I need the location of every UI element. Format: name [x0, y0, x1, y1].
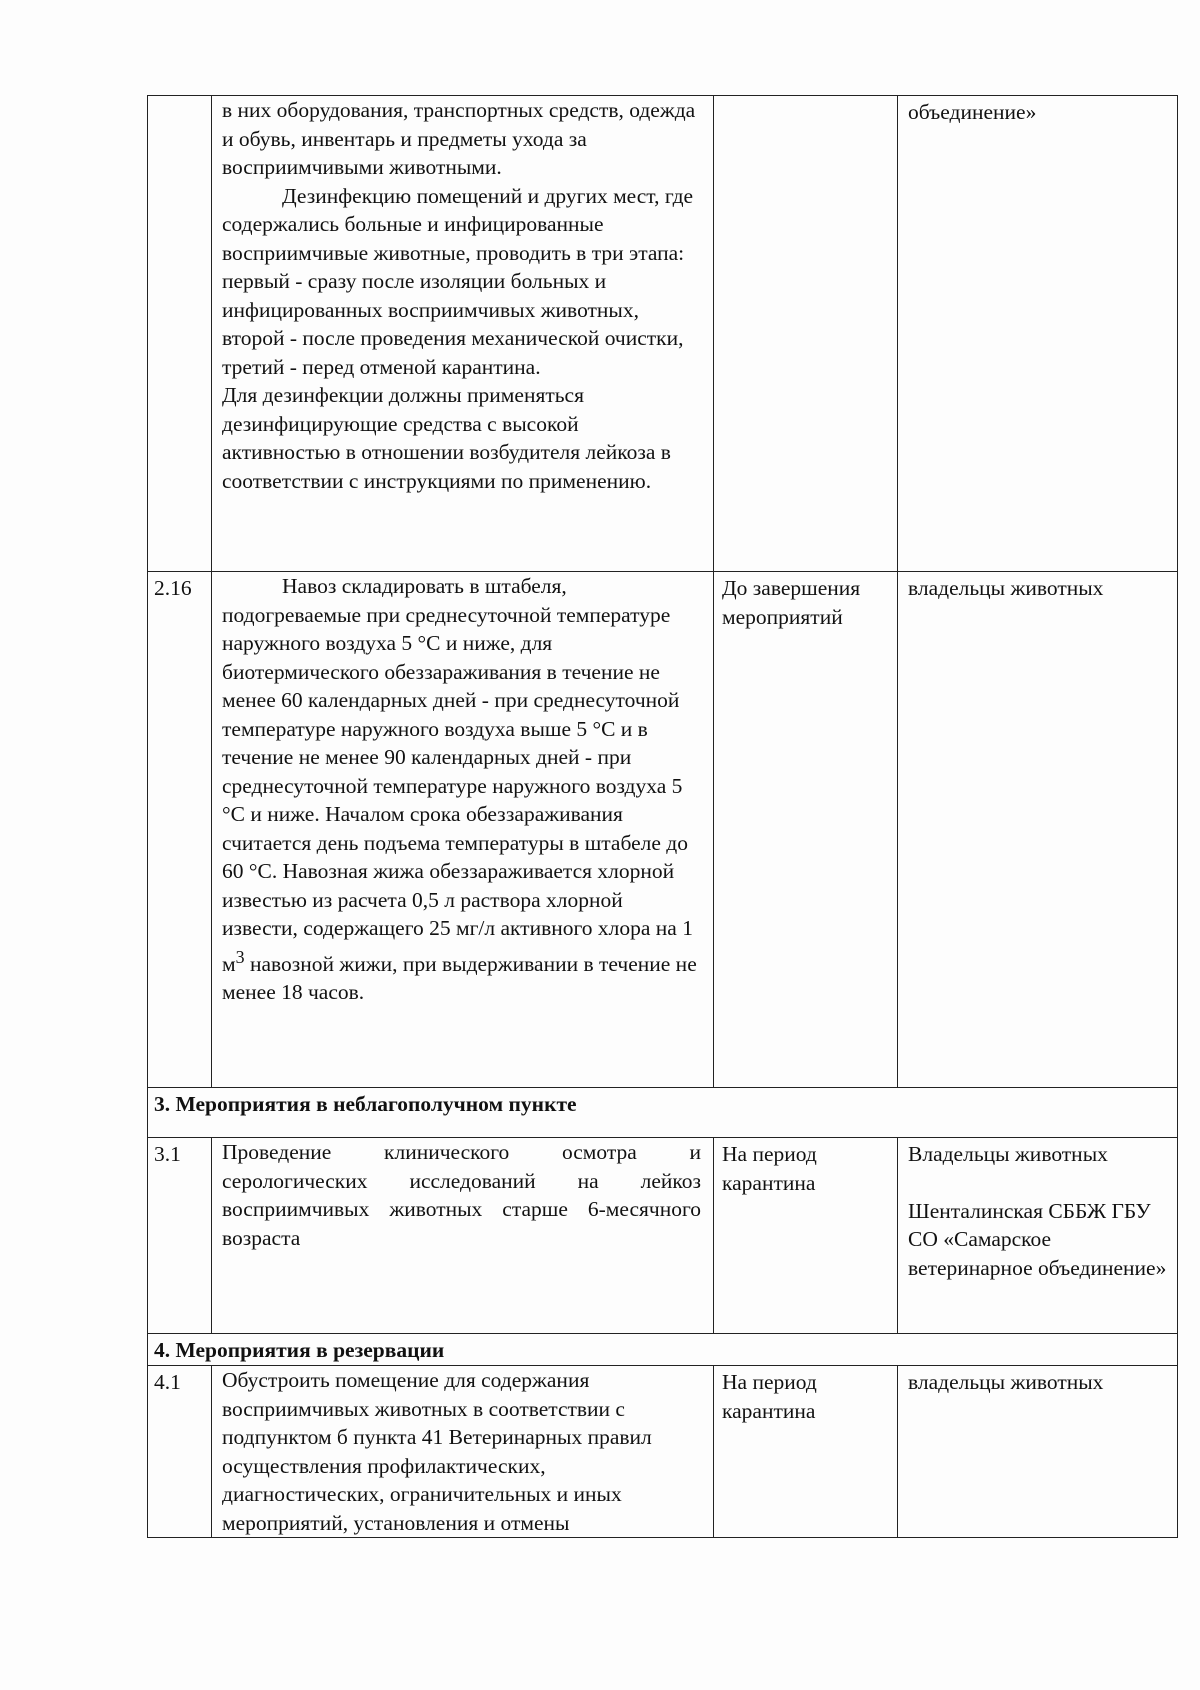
section-title: 3. Мероприятия в неблагополучном пункте: [148, 1088, 1178, 1138]
table-row: [148, 1366, 1178, 1538]
superscript: 3: [235, 946, 245, 967]
term-cell: [714, 96, 898, 572]
measure-paragraph: [222, 572, 701, 1007]
term-cell: До завершения мероприятий: [714, 572, 898, 1088]
responsible-owners: Владельцы животных: [908, 1142, 1108, 1166]
row-number: 4.1: [148, 1366, 212, 1538]
section-title: 4. Мероприятия в резервации: [148, 1334, 1178, 1366]
table-row: [148, 1138, 1178, 1334]
row-number: 2.16: [148, 572, 212, 1088]
measure-text: Проведение клинического осмотра и серологических исследований на лейкоз восприимчивых животных старше 6-месячного возраста: [212, 1138, 714, 1334]
measure-text: Обустроить помещение для содержания восприимчивых животных в соответствии с подпунктом б пункта 41 Ветеринарных правил осуществления профилактических, диагностических, ограничительных и иных мероприятий, установления и отмены: [212, 1366, 714, 1538]
measure-text-part: Навоз складировать в штабеля, подогреваемые при среднесуточной температуре наружного воздуха 5 °С и ниже, для биотермического обеззараживания в течение не менее 60 календарных дней - при среднесуточной температуре наружного воздуха выше 5 °С и в течение не менее 90 календарных дней - при среднесуточной температуре наружного воздуха 5 °С и ниже. Началом срока обеззараживания считается день подъема температуры в штабеле до 60 °С. Навозная жижа обеззараживается хлорной известью из расчета 0,5 л раствора хлорной извести, содержащего 25 мг/л активного хлора на 1 м: [222, 574, 693, 976]
section-row: [148, 1334, 1178, 1366]
row-number: [148, 96, 212, 572]
measure-text: [212, 96, 714, 572]
measure-paragraph: Дезинфекцию помещений и других мест, где содержались больные и инфицированные восприимчивые животные, проводить в три этапа: первый - сразу после изоляции больных и инфицированных восприимчивых животных, второй - после проведения механической очистки, третий - перед отменой карантина.: [222, 183, 694, 379]
responsible-cell: [898, 1138, 1178, 1334]
row-number: 3.1: [148, 1138, 212, 1334]
measure-text-part: навозной жижи, при выдерживании в течение не менее 18 часов.: [222, 951, 697, 1005]
spacer: [908, 1169, 1171, 1197]
measure-text: [212, 572, 714, 1088]
term-cell: На период карантина: [714, 1138, 898, 1334]
responsible-cell: владельцы животных: [898, 1366, 1178, 1538]
table-row: [148, 572, 1178, 1088]
responsible-vet-station: Шенталинская СББЖ ГБУ СО «Самарское ветеринарное объединение»: [908, 1198, 1167, 1280]
measure-paragraph: Для дезинфекции должны применяться дезинфицирующие средства с высокой активностью в отношении возбудителя лейкоза в соответствии с инструкциями по применению.: [222, 383, 671, 493]
table-row: [148, 96, 1178, 572]
responsible-cell: владельцы животных: [898, 572, 1178, 1088]
section-row: [148, 1088, 1178, 1138]
measure-paragraph: в них оборудования, транспортных средств, одежда и обувь, инвентарь и предметы ухода за восприимчивыми животными.: [222, 98, 696, 179]
responsible-cell: объединение»: [898, 96, 1178, 572]
measures-table: [147, 95, 1178, 1538]
term-cell: На период карантина: [714, 1366, 898, 1538]
